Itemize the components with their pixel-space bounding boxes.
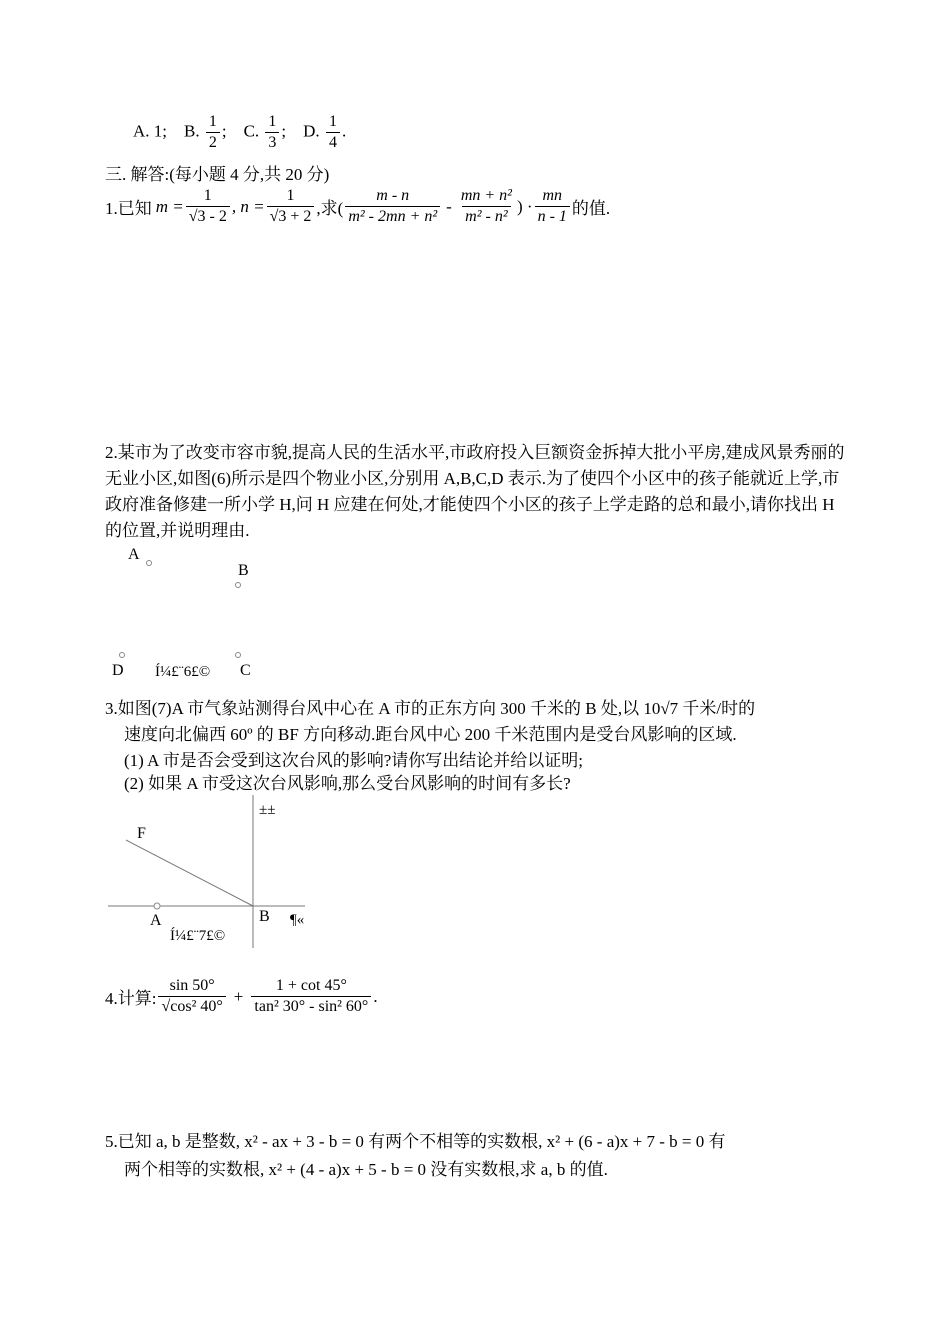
- q1-f1-denominator: m² - 2mn + n²: [345, 206, 440, 227]
- option-b-separator: ;: [221, 121, 227, 141]
- q4-f1-numerator: sin 50°: [169, 977, 215, 994]
- option-c-denominator: 3: [265, 132, 279, 153]
- option-d-denominator: 4: [326, 132, 340, 153]
- fig7-bf-line: [126, 840, 253, 906]
- fig6-caption: Í¼£¨6£©: [155, 664, 211, 680]
- option-b-label: B.: [184, 121, 200, 141]
- fig6-label-c: C: [240, 662, 251, 679]
- fig6-label-a: A: [128, 546, 140, 563]
- q1-n-def: , n =: [231, 196, 265, 216]
- q1-m-def: m =: [155, 196, 184, 216]
- question-3-sub1: (1) A 市是否会受到这次台风的影响?请你写出结论并给以证明;: [124, 751, 583, 770]
- option-b-numerator: 1: [208, 113, 217, 130]
- q1-m-denominator: √3 - 2: [186, 206, 230, 227]
- q4-end: .: [373, 986, 378, 1006]
- q1-minus: -: [446, 196, 452, 216]
- q4-plus: +: [233, 986, 244, 1006]
- q1-f3-numerator: mn: [542, 187, 562, 204]
- option-b-denominator: 2: [206, 132, 220, 153]
- fig7-point-a: [154, 903, 160, 909]
- q1-ask: ,求(: [316, 199, 344, 218]
- q4-fraction-1: [158, 976, 225, 1017]
- fig7-caption: Í¼£¨7£©: [170, 928, 226, 944]
- question-2-text: 2.某市为了改变市容市貌,提高人民的生活水平,市政府投入巨额资金拆掉大批小平房,建成风景秀丽的无业小区,如图(6)所示是四个物业小区,分别用 A,B,C,D 表示.为了使四个小区中的孩子能就近上学,市政府准备修建一所小学 H,问 H 应建在何处,才能使四个小区的孩子上学走路的总和最小,请你找出 H 的位置,并说明理由.: [105, 443, 845, 540]
- option-d-numerator: 1: [328, 113, 337, 130]
- q1-f3-denominator: n - 1: [535, 206, 570, 227]
- q4-prefix: 4.计算:: [105, 989, 157, 1008]
- q1-f2-numerator: mn + n²: [460, 187, 512, 204]
- q1-prefix: 1.已知: [105, 199, 152, 218]
- option-c-numerator: 1: [268, 113, 277, 130]
- q1-n-denominator: √3 + 2: [267, 206, 315, 227]
- section-heading: 三. 解答:(每小题 4 分,共 20 分): [105, 165, 330, 184]
- fig7-east-label: ¶«: [290, 912, 305, 928]
- q1-m-numerator: 1: [203, 187, 212, 204]
- question-4: [105, 976, 378, 1017]
- question-3-line2: 速度向北偏西 60º 的 BF 方向移动.距台风中心 200 千米范围内是受台风影响的区域.: [124, 725, 737, 744]
- fig7-label-b: B: [259, 908, 270, 925]
- q1-close: ) ·: [516, 196, 533, 216]
- option-c-label: C.: [243, 121, 260, 141]
- q1-suffix: 的值.: [571, 199, 611, 218]
- q1-f1-numerator: m - n: [376, 187, 410, 204]
- option-a: A. 1;: [133, 121, 167, 141]
- option-d-label: D.: [303, 121, 320, 141]
- fig7-label-f: F: [137, 825, 146, 842]
- q4-f2-numerator: 1 + cot 45°: [275, 977, 347, 994]
- question-3-sub2: (2) 如果 A 市受这次台风影响,那么受台风影响的时间有多长?: [124, 774, 571, 793]
- q4-fraction-2: [251, 976, 371, 1017]
- q1-f2-denominator: m² - n²: [462, 206, 510, 227]
- question-3-line1: 3.如图(7)A 市气象站测得台风中心在 A 市的正东方向 300 千米的 B 处,以 10√7 千米/时的: [105, 699, 756, 718]
- fig7-north-label: ±±: [259, 802, 276, 818]
- q4-f1-denominator: √cos² 40°: [158, 996, 225, 1017]
- fig6-label-b: B: [238, 562, 249, 579]
- fig6-label-d: D: [112, 662, 124, 679]
- q1-n-numerator: 1: [286, 187, 295, 204]
- option-d-end: .: [341, 121, 347, 141]
- q4-f2-denominator: tan² 30° - sin² 60°: [251, 996, 371, 1017]
- question-5-line2: 两个相等的实数根, x² + (4 - a)x + 5 - b = 0 没有实数根,求 a, b 的值.: [124, 1160, 608, 1179]
- question-5-line1: 5.已知 a, b 是整数, x² - ax + 3 - b = 0 有两个不相等的实数根, x² + (6 - a)x + 7 - b = 0 有: [105, 1132, 726, 1151]
- fig7-label-a: A: [150, 912, 162, 929]
- option-c-separator: ;: [281, 121, 287, 141]
